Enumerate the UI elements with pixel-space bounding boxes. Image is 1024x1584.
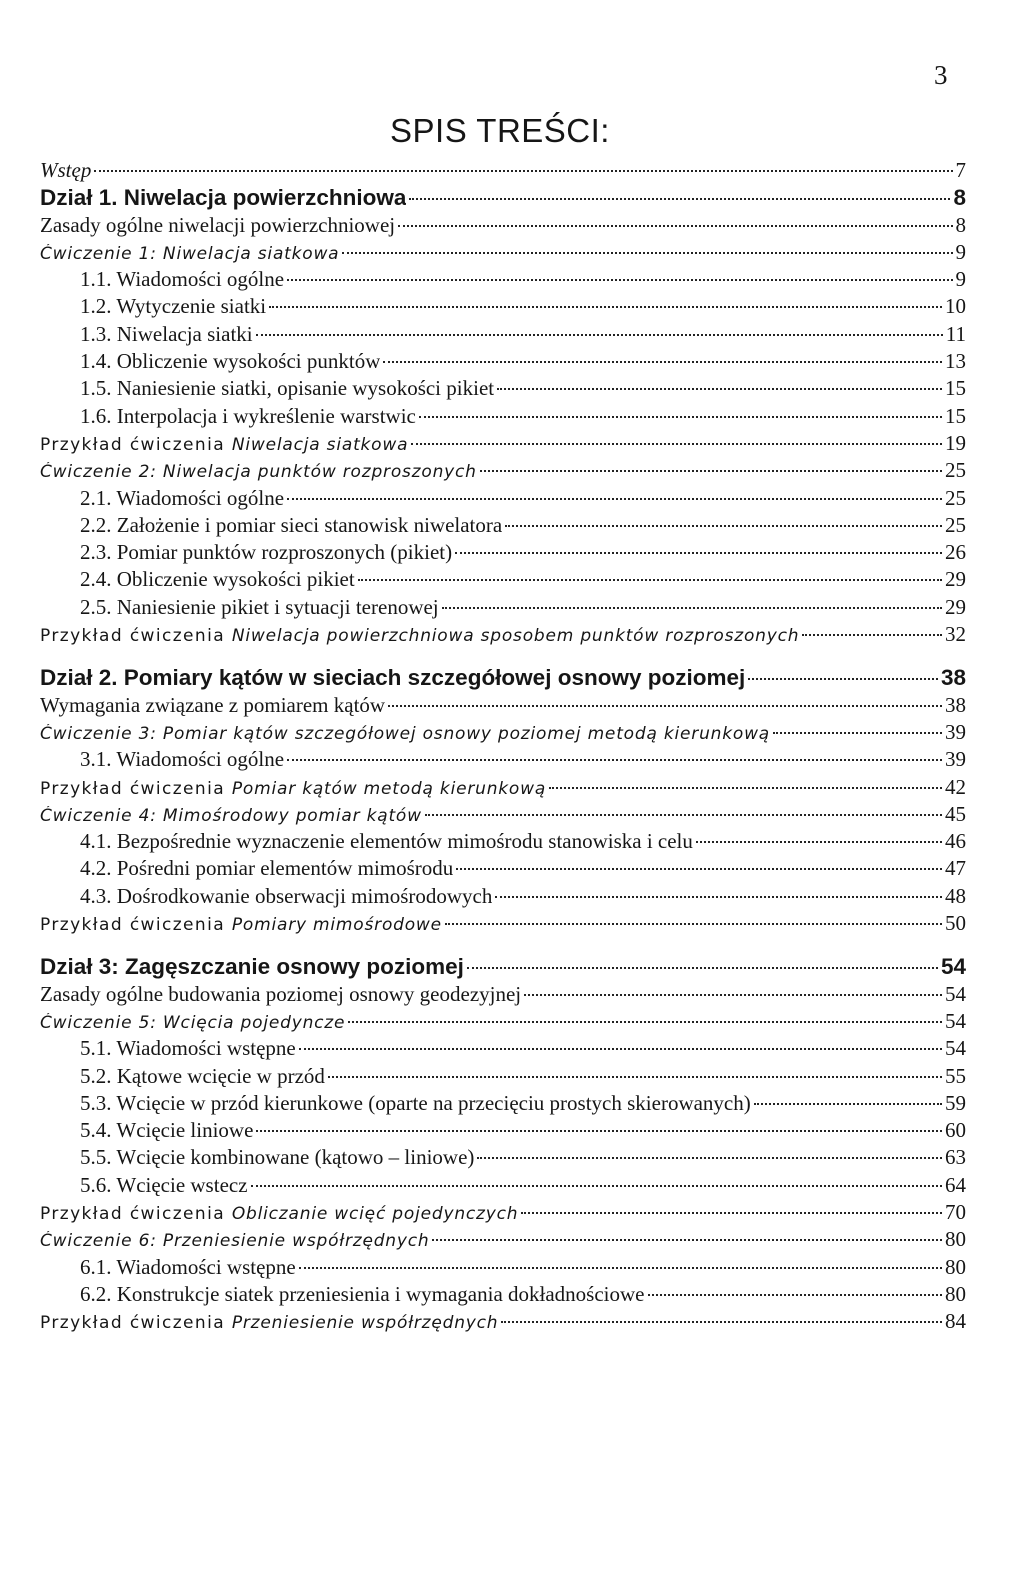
toc-entry-page: 46 xyxy=(945,829,966,854)
dot-leader xyxy=(748,665,938,680)
toc-entry-title: 5.4. Wcięcie liniowe xyxy=(80,1118,254,1143)
toc-entry-page: 26 xyxy=(945,540,966,565)
toc-entry-page: 59 xyxy=(945,1090,966,1115)
toc-entry xyxy=(40,185,966,212)
toc-entry-title: 2.4. Obliczenie wysokości pikiet xyxy=(80,567,355,592)
page-title: SPIS TREŚCI: xyxy=(390,112,610,149)
toc-entry xyxy=(40,884,966,911)
toc-entry-page: 60 xyxy=(945,1118,966,1143)
dot-leader xyxy=(501,1309,942,1323)
toc-entry-page: 8 xyxy=(953,185,966,211)
toc-entry-title: 1.6. Interpolacja i wykreślenie warstwic xyxy=(80,403,416,428)
toc-entry xyxy=(40,267,966,294)
dot-leader xyxy=(445,911,942,925)
toc-entry-page: 19 xyxy=(945,430,966,455)
toc-entry-page: 80 xyxy=(945,1254,966,1279)
toc-entry-title: 1.2. Wytyczenie siatki xyxy=(80,294,267,319)
toc-entry xyxy=(40,486,966,513)
toc-entry-title: 1.4. Obliczenie wysokości punktów xyxy=(80,349,381,374)
toc-entry-title: Ćwiczenie 5: Wcięcia pojedyncze xyxy=(40,1012,346,1033)
dot-leader xyxy=(398,213,952,227)
toc-entry xyxy=(40,1145,966,1172)
toc-entry xyxy=(40,158,966,185)
toc-entry-title: 2.2. Założenie i pomiar sieci stanowisk niwelatora xyxy=(80,512,503,537)
toc-entry xyxy=(40,1200,966,1227)
toc-entry-title: Wstęp xyxy=(40,158,92,182)
toc-entry-title xyxy=(40,435,408,455)
toc-entry-title: 5.2. Kątowe wcięcie w przód xyxy=(80,1063,325,1088)
dot-leader xyxy=(425,802,942,816)
dot-leader xyxy=(409,185,950,200)
toc-entry xyxy=(40,294,966,321)
dot-leader xyxy=(383,349,942,363)
toc-entry-title: 2.3. Pomiar punktów rozproszonych (pikiet) xyxy=(80,540,453,565)
toc-entry xyxy=(40,747,966,774)
toc-entry-example-title: Pomiary mimośrodowe xyxy=(231,915,442,936)
toc-entry-page: 54 xyxy=(940,954,966,980)
toc-entry-title: Ćwiczenie 4: Mimośrodowy pomiar kątów xyxy=(40,805,422,826)
dot-leader xyxy=(287,486,942,500)
toc-entry-example-title: Niwelacja siatkowa xyxy=(231,434,409,455)
toc-entry-title: 5.1. Wiadomości wstępne xyxy=(80,1036,296,1061)
toc-entry-page: 13 xyxy=(945,349,966,374)
toc-entry-page: 9 xyxy=(955,267,966,292)
toc-entry-page: 15 xyxy=(945,403,966,428)
toc-entry xyxy=(40,595,966,622)
dot-leader xyxy=(287,267,952,281)
toc-entry xyxy=(40,349,966,376)
dot-leader xyxy=(388,693,942,707)
dot-leader xyxy=(287,747,942,761)
dot-leader xyxy=(411,431,942,445)
toc-entry-example-title: Obliczanie wcięć pojedynczych xyxy=(231,1203,519,1224)
toc-entry-page: 7 xyxy=(955,158,966,182)
toc-entry-title: 6.1. Wiadomości wstępne xyxy=(80,1254,296,1279)
dot-leader xyxy=(456,856,942,870)
toc-entry xyxy=(40,775,966,802)
toc-entry xyxy=(40,856,966,883)
table-of-contents xyxy=(40,158,966,1336)
toc-entry-page: 80 xyxy=(945,1281,966,1306)
toc-entry-page: 39 xyxy=(945,747,966,772)
toc-entry-title: 3.1. Wiadomości ogólne xyxy=(80,747,285,772)
toc-entry-page: 32 xyxy=(945,622,966,647)
toc-entry-page: 80 xyxy=(945,1227,966,1252)
toc-entry-page: 11 xyxy=(945,321,966,346)
toc-entry-page: 38 xyxy=(940,665,966,691)
dot-leader xyxy=(521,1200,942,1214)
dot-leader xyxy=(497,376,942,390)
toc-entry xyxy=(40,1227,966,1254)
toc-entry-title: 4.3. Dośrodkowanie obserwacji mimośrodowych xyxy=(80,883,493,908)
toc-entry-prefix: Przykład ćwiczenia xyxy=(40,434,232,455)
dot-leader xyxy=(358,567,942,581)
toc-entry-example-title: Przeniesienie współrzędnych xyxy=(231,1313,499,1334)
toc-entry xyxy=(40,1036,966,1063)
toc-entry-title xyxy=(40,779,546,799)
toc-entry-page: 29 xyxy=(945,567,966,592)
toc-entry-title: Dział 2. Pomiary kątów w sieciach szczegółowej osnowy poziomej xyxy=(40,665,746,691)
dot-leader xyxy=(802,622,942,636)
toc-entry-title: Wymagania związane z pomiarem kątów xyxy=(40,692,386,717)
dot-leader xyxy=(477,1145,942,1159)
dot-leader xyxy=(549,775,942,789)
toc-entry-title: 1.5. Naniesienie siatki, opisanie wysokości pikiet xyxy=(80,376,495,401)
toc-entry-title: Dział 3: Zagęszczanie osnowy poziomej xyxy=(40,954,464,980)
toc-entry-title: Ćwiczenie 1: Niwelacja siatkowa xyxy=(40,243,340,264)
dot-leader xyxy=(342,240,952,254)
toc-entry xyxy=(40,982,966,1009)
dot-leader xyxy=(348,1009,942,1023)
toc-entry xyxy=(40,1091,966,1118)
toc-entry-page: 64 xyxy=(945,1172,966,1197)
toc-entry xyxy=(40,1064,966,1091)
toc-entry-title: 5.5. Wcięcie kombinowane (kątowo – liniowe) xyxy=(80,1145,475,1170)
toc-entry xyxy=(40,240,966,267)
dot-leader xyxy=(299,1255,942,1269)
toc-entry-page: 15 xyxy=(945,376,966,401)
toc-entry xyxy=(40,540,966,567)
toc-entry-title xyxy=(40,626,799,646)
dot-leader xyxy=(256,1118,942,1132)
toc-entry-title: 2.5. Naniesienie pikiet i sytuacji terenowej xyxy=(80,594,439,619)
toc-entry-title: 5.6. Wcięcie wstecz xyxy=(80,1172,248,1197)
toc-entry-title: Dział 1. Niwelacja powierzchniowa xyxy=(40,185,407,211)
toc-entry xyxy=(40,622,966,649)
toc-entry xyxy=(40,567,966,594)
dot-leader xyxy=(256,322,943,336)
toc-entry-title: Ćwiczenie 2: Niwelacja punktów rozproszonych xyxy=(40,462,477,483)
toc-entry-prefix: Przykład ćwiczenia xyxy=(40,915,232,936)
toc-entry-page: 55 xyxy=(945,1063,966,1088)
dot-leader xyxy=(754,1091,942,1105)
dot-leader xyxy=(480,458,942,472)
toc-entry-title: 2.1. Wiadomości ogólne xyxy=(80,485,285,510)
toc-entry-title: 1.1. Wiadomości ogólne xyxy=(80,267,285,292)
dot-leader xyxy=(495,884,942,898)
toc-entry-page: 29 xyxy=(945,594,966,619)
page-number: 3 xyxy=(934,60,948,90)
toc-entry-title xyxy=(40,915,442,935)
toc-entry xyxy=(40,213,966,240)
toc-entry-page: 54 xyxy=(945,981,966,1006)
toc-entry-example-title: Pomiar kątów metodą kierunkową xyxy=(231,778,547,799)
toc-entry-title xyxy=(40,1313,498,1333)
toc-entry xyxy=(40,665,966,692)
dot-leader xyxy=(299,1036,942,1050)
toc-entry xyxy=(40,1255,966,1282)
toc-entry xyxy=(40,431,966,458)
toc-entry xyxy=(40,458,966,485)
dot-leader xyxy=(269,294,942,308)
toc-entry-page: 47 xyxy=(945,856,966,881)
toc-entry-page: 54 xyxy=(945,1008,966,1033)
toc-entry-prefix: Przykład ćwiczenia xyxy=(40,1203,232,1224)
toc-entry-page: 45 xyxy=(945,801,966,826)
toc-entry xyxy=(40,1282,966,1309)
toc-entry-title: Zasady ogólne niwelacji powierzchniowej xyxy=(40,212,396,237)
dot-leader xyxy=(442,595,942,609)
toc-entry xyxy=(40,404,966,431)
toc-entry-page: 48 xyxy=(945,883,966,908)
dot-leader xyxy=(94,158,952,172)
toc-entry-page: 25 xyxy=(945,512,966,537)
toc-entry xyxy=(40,376,966,403)
toc-entry-page: 54 xyxy=(945,1036,966,1061)
toc-entry-prefix: Przykład ćwiczenia xyxy=(40,778,232,799)
toc-entry-prefix: Przykład ćwiczenia xyxy=(40,626,232,647)
toc-entry-page: 70 xyxy=(945,1199,966,1224)
toc-entry-page: 63 xyxy=(945,1145,966,1170)
toc-entry-page: 50 xyxy=(945,911,966,936)
toc-entry-page: 38 xyxy=(945,692,966,717)
toc-entry xyxy=(40,693,966,720)
toc-entry-title: Ćwiczenie 6: Przeniesienie współrzędnych xyxy=(40,1231,430,1252)
toc-entry xyxy=(40,720,966,747)
toc-entry-title: 6.2. Konstrukcje siatek przeniesienia i wymagania dokładnościowe xyxy=(80,1281,645,1306)
toc-entry xyxy=(40,322,966,349)
dot-leader xyxy=(773,720,942,734)
toc-entry-page: 39 xyxy=(945,719,966,744)
toc-entry xyxy=(40,829,966,856)
toc-entry-title: 4.2. Pośredni pomiar elementów mimośrodu xyxy=(80,856,454,881)
dot-leader xyxy=(505,513,942,527)
toc-entry-title: 5.3. Wcięcie w przód kierunkowe (oparte na przecięciu prostych skierowanych) xyxy=(80,1090,751,1115)
dot-leader xyxy=(455,540,942,554)
toc-entry-example-title: Niwelacja powierzchniowa sposobem punktów rozproszonych xyxy=(231,626,800,647)
toc-entry-title: Ćwiczenie 3: Pomiar kątów szczegółowej osnowy poziomej metodą kierunkową xyxy=(40,723,771,744)
toc-entry xyxy=(40,1118,966,1145)
dot-leader xyxy=(524,982,942,996)
toc-entry-title: Zasady ogólne budowania poziomej osnowy geodezyjnej xyxy=(40,981,522,1006)
toc-entry-title: 1.3. Niwelacja siatki xyxy=(80,321,253,346)
dot-leader xyxy=(419,404,942,418)
toc-entry-title xyxy=(40,1204,518,1224)
toc-entry xyxy=(40,954,966,981)
dot-leader xyxy=(696,829,942,843)
toc-entry-page: 8 xyxy=(955,212,966,237)
toc-entry-page: 25 xyxy=(945,485,966,510)
toc-entry-page: 25 xyxy=(945,458,966,483)
toc-entry xyxy=(40,1309,966,1336)
dot-leader xyxy=(328,1064,942,1078)
toc-entry-page: 9 xyxy=(955,239,966,264)
toc-entry-page: 42 xyxy=(945,774,966,799)
toc-entry xyxy=(40,1173,966,1200)
toc-entry xyxy=(40,911,966,938)
toc-entry-page: 84 xyxy=(945,1309,966,1334)
toc-entry xyxy=(40,513,966,540)
toc-entry-prefix: Przykład ćwiczenia xyxy=(40,1313,232,1334)
dot-leader xyxy=(432,1227,942,1241)
dot-leader xyxy=(467,954,938,969)
dot-leader xyxy=(648,1282,943,1296)
toc-entry-page: 10 xyxy=(945,294,966,319)
toc-entry-title: 4.1. Bezpośrednie wyznaczenie elementów mimośrodu stanowiska i celu xyxy=(80,829,693,854)
dot-leader xyxy=(251,1173,942,1187)
toc-entry xyxy=(40,802,966,829)
toc-entry xyxy=(40,1009,966,1036)
